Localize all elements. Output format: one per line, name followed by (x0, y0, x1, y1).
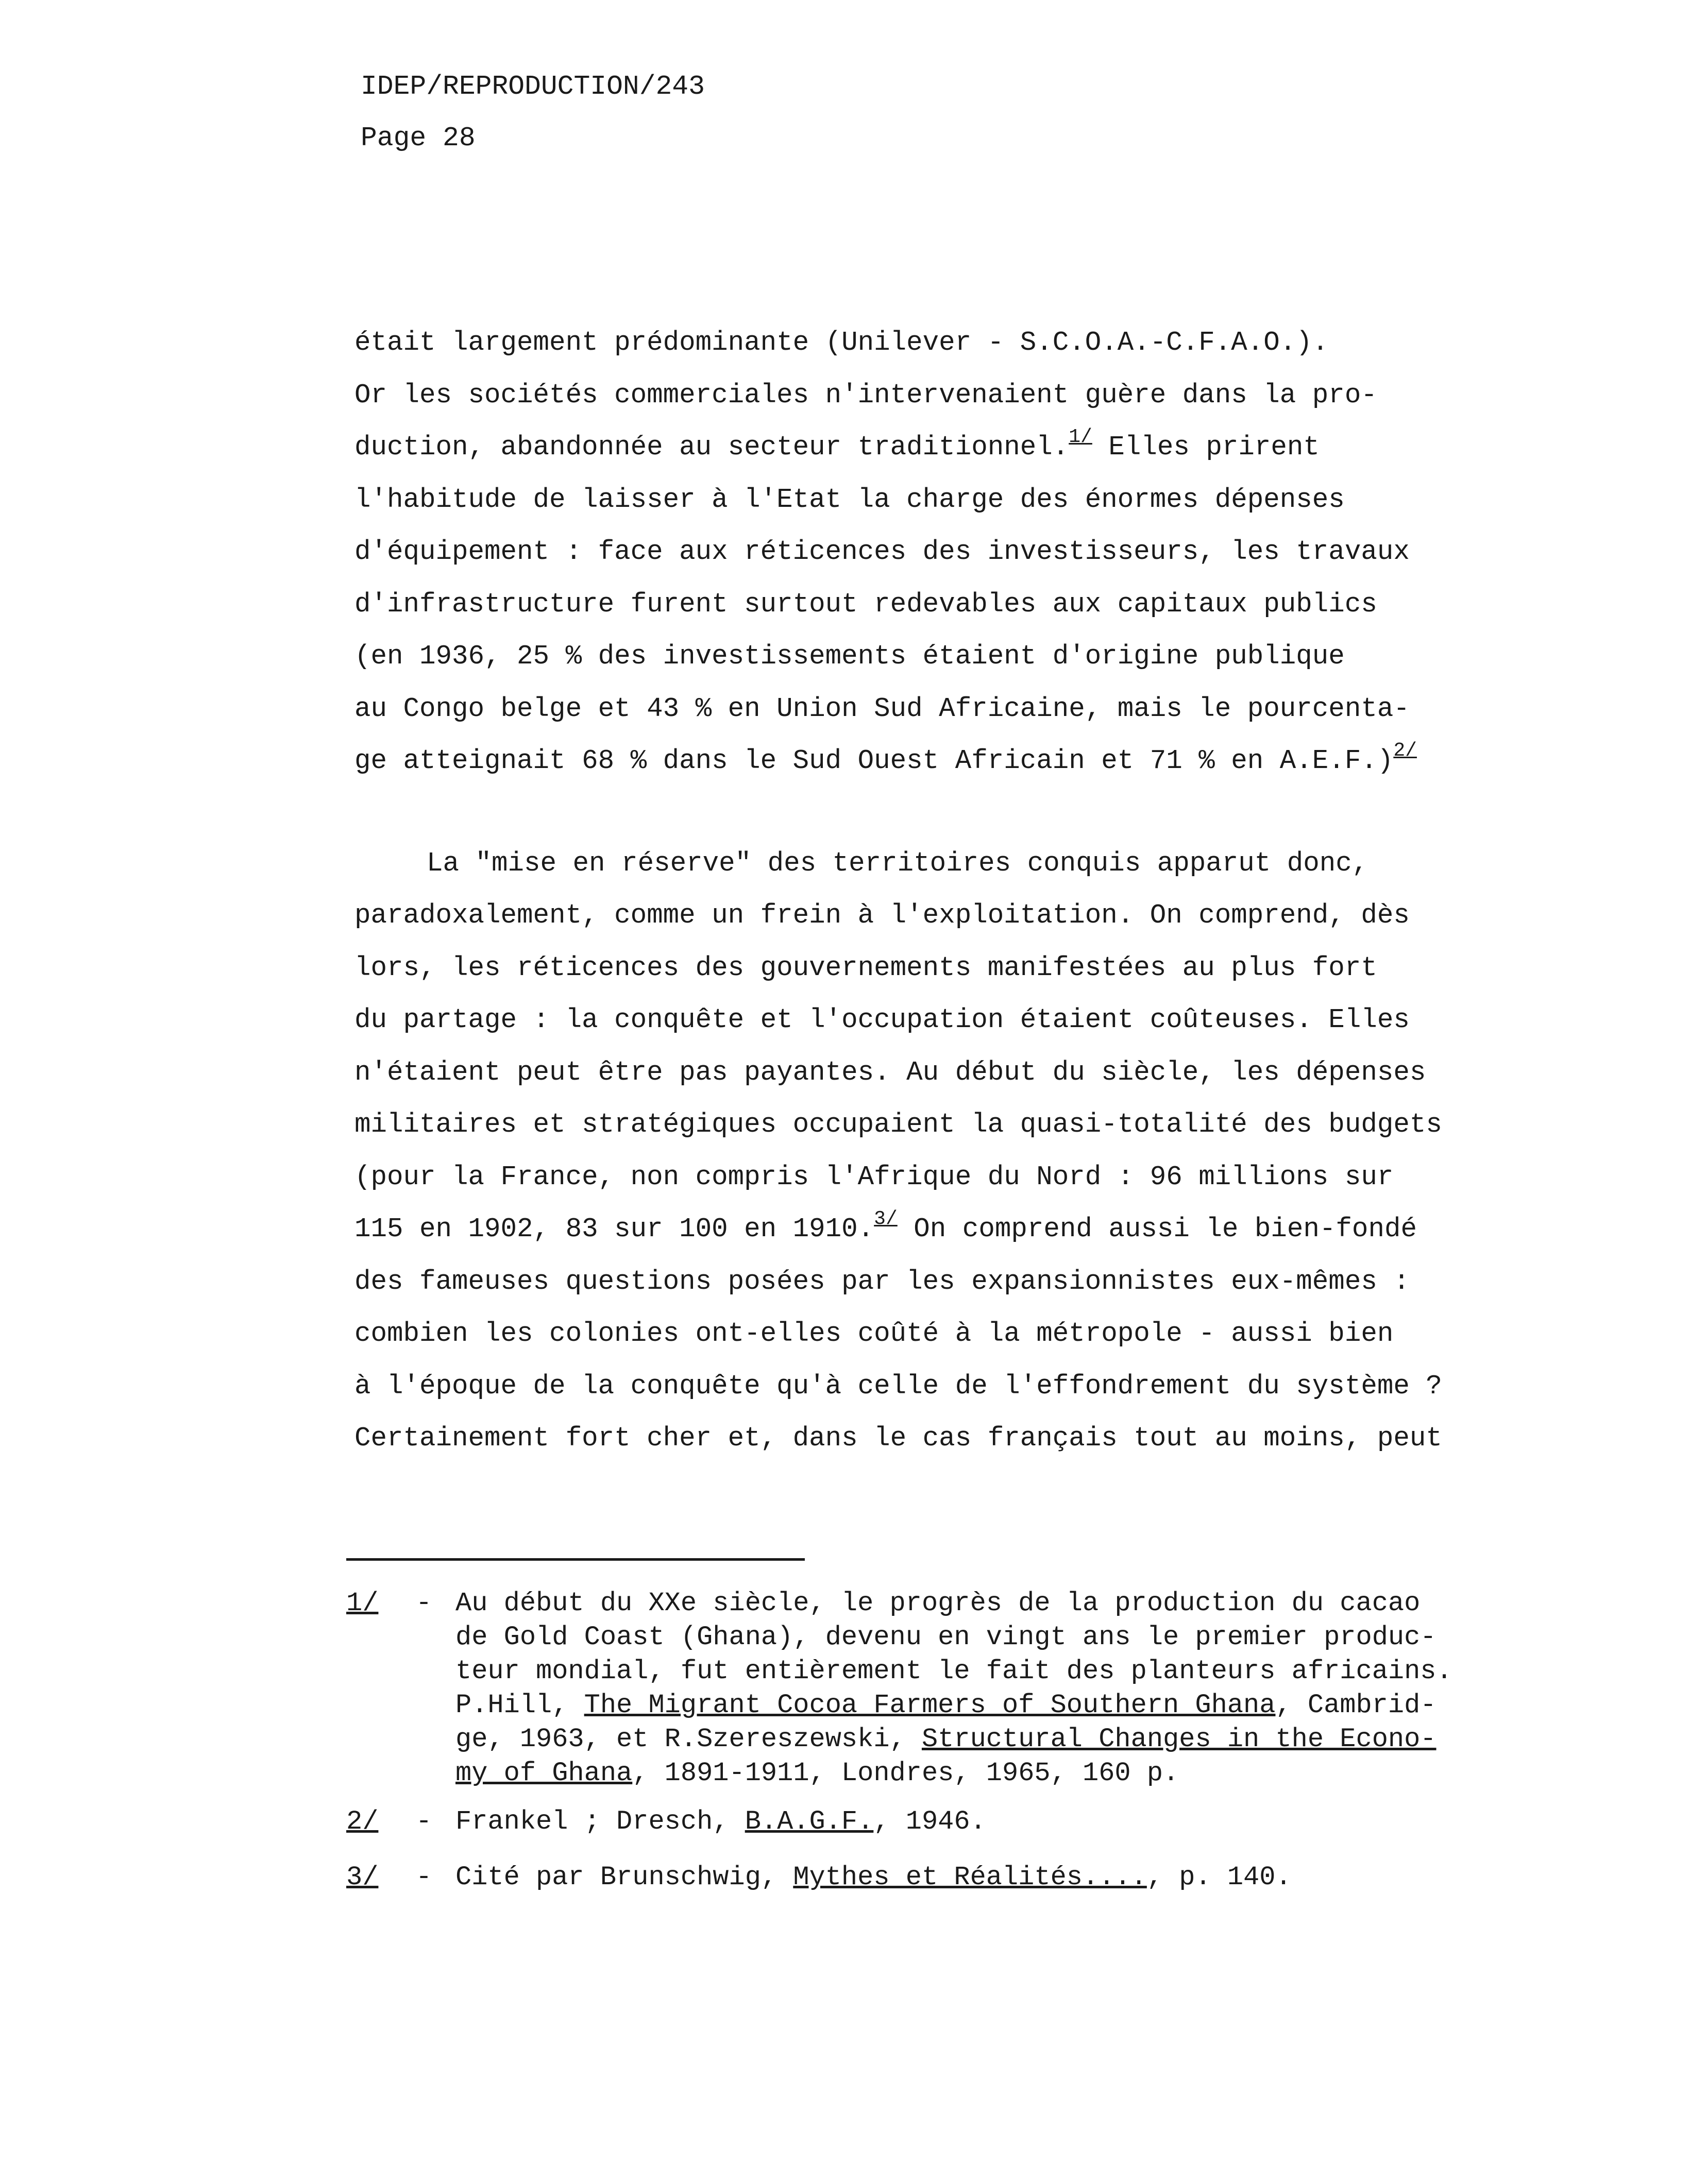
footnote-1 (346, 1586, 1593, 1790)
text-line: était largement prédominante (Unilever - S.C.O.A.-C.F.A.O.). (354, 327, 1329, 358)
text-line: lors, les réticences des gouvernements manifestées au plus fort (354, 952, 1377, 983)
footnote-ref-3: 3/ (874, 1208, 898, 1230)
text-line: l'habitude de laisser à l'Etat la charge des énormes dépenses (354, 484, 1345, 515)
text-line: au Congo belge et 43 % en Union Sud Africaine, mais le pourcenta- (354, 693, 1410, 724)
text-line: 115 en 1902, 83 sur 100 en 1910.$^{3/}$ On comprend aussi le bien-fondé (354, 1208, 1417, 1244)
cited-title: Mythes et Réalités.... (793, 1862, 1147, 1892)
page-header (361, 61, 705, 164)
cited-title: my of Ghana (455, 1758, 633, 1788)
footnote-line: Frankel ; Dresch, B.A.G.F., 1946. (455, 1806, 986, 1837)
footnotes (346, 1586, 1593, 1895)
text-line: ge atteignait 68 % dans le Sud Ouest Africain et 71 % en A.E.F.)$^{2/}$ (354, 740, 1417, 776)
footnote-line: ge, 1963, et R.Szereszewski, Structural Changes in the Econo- (455, 1724, 1436, 1754)
footnote-line: teur mondial, fut entièrement le fait des planteurs africains. (455, 1656, 1452, 1686)
document-reference: IDEP/REPRODUCTION/243 (361, 71, 705, 102)
text-line: La "mise en réserve" des territoires conquis apparut donc, (427, 847, 1368, 879)
footnote-dash: - (416, 1588, 432, 1618)
text-line: d'équipement : face aux réticences des investisseurs, les travaux (354, 536, 1410, 567)
text-line: à l'époque de la conquête qu'à celle de l'effondrement du système ? (354, 1370, 1442, 1402)
body-text (354, 317, 1581, 1465)
cited-title: Structural Changes in the Econo- (921, 1724, 1436, 1754)
footnote-dash: - (416, 1806, 432, 1837)
footnote-line: P.Hill, The Migrant Cocoa Farmers of Southern Ghana, Cambrid- (455, 1690, 1436, 1720)
footnote-separator (346, 1558, 805, 1561)
footnote-line: Cité par Brunschwig, Mythes et Réalités...., p. 140. (455, 1862, 1292, 1892)
footnote-number: 1/ (346, 1588, 379, 1618)
footnote-number: 2/ (346, 1806, 379, 1837)
text-line: Or les sociétés commerciales n'intervenaient guère dans la pro- (354, 379, 1377, 411)
footnote-2 (346, 1805, 1593, 1839)
footnote-3 (346, 1861, 1593, 1895)
footnote-line: de Gold Coast (Ghana), devenu en vingt ans le premier produc- (455, 1622, 1436, 1652)
text-line: combien les colonies ont-elles coûté à la métropole - aussi bien (354, 1318, 1394, 1349)
footnote-line: Au début du XXe siècle, le progrès de la production du cacao (455, 1588, 1421, 1618)
footnote-ref-2: 2/ (1393, 740, 1417, 762)
cited-title: B.A.G.F. (745, 1806, 874, 1837)
text-line: paradoxalement, comme un frein à l'exploitation. On comprend, dès (354, 900, 1410, 931)
text-line: militaires et stratégiques occupaient la quasi-totalité des budgets (354, 1109, 1442, 1140)
cited-title: The Migrant Cocoa Farmers of Southern Ghana (584, 1690, 1276, 1720)
footnote-number: 3/ (346, 1862, 379, 1892)
footnote-dash: - (416, 1862, 432, 1892)
footnote-ref-1: 1/ (1069, 426, 1092, 448)
text-line: duction, abandonnée au secteur traditionnel.$^{1/}$ Elles prirent (354, 426, 1320, 463)
text-line: n'étaient peut être pas payantes. Au début du siècle, les dépenses (354, 1056, 1426, 1088)
text-line: d'infrastructure furent surtout redevables aux capitaux publics (354, 588, 1377, 620)
text-line: des fameuses questions posées par les expansionnistes eux-mêmes : (354, 1266, 1410, 1297)
paragraph-2 (354, 838, 1581, 1465)
footnote-line: my of Ghana, 1891-1911, Londres, 1965, 160 p. (455, 1758, 1179, 1788)
text-line: Certainement fort cher et, dans le cas français tout au moins, peut (354, 1423, 1442, 1454)
page-number: Page 28 (361, 123, 476, 153)
paragraph-1 (354, 317, 1581, 788)
text-line: (pour la France, non compris l'Afrique du Nord : 96 millions sur (354, 1161, 1394, 1192)
text-line: du partage : la conquête et l'occupation étaient coûteuses. Elles (354, 1004, 1410, 1035)
text-line: (en 1936, 25 % des investissements étaient d'origine publique (354, 641, 1345, 672)
